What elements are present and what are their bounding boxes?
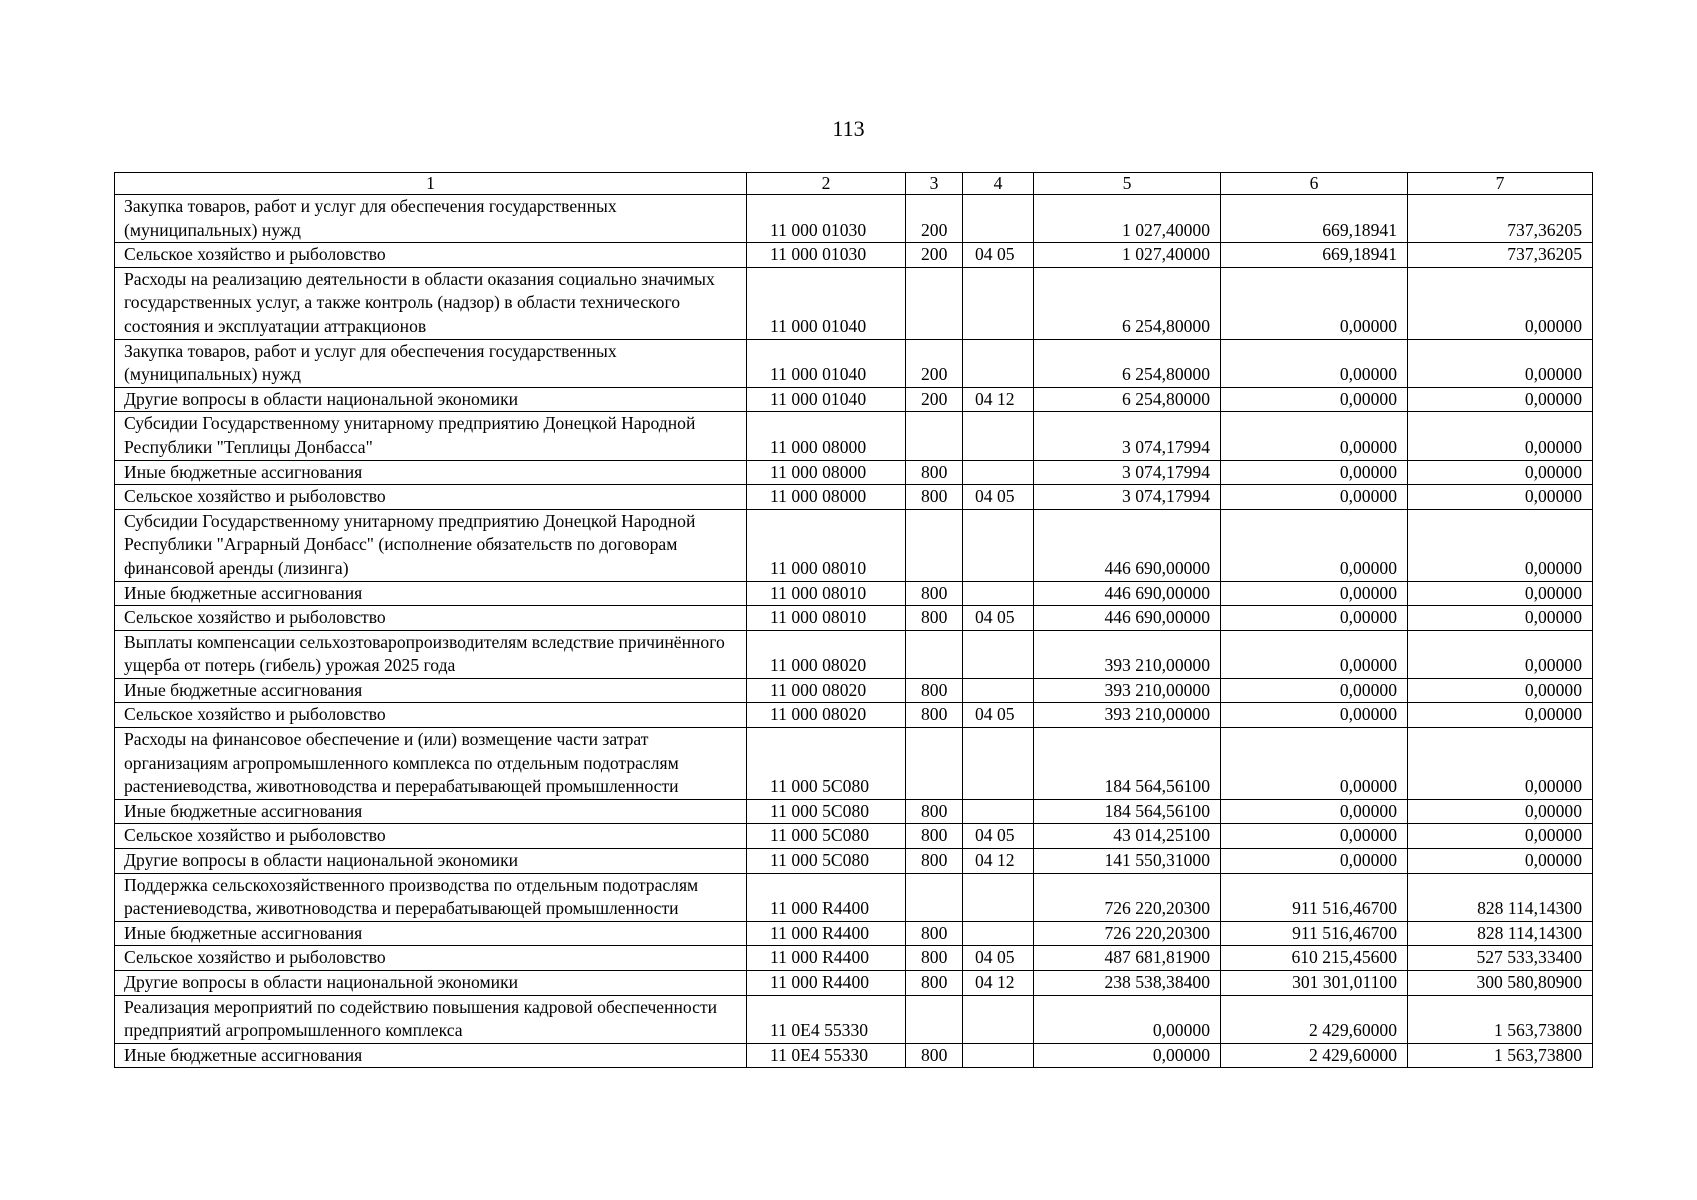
budget-table xyxy=(114,172,1593,1068)
row-amount-col7: 300 580,80900 xyxy=(1408,971,1593,996)
row-code: 11 0Е4 55330 xyxy=(747,995,906,1043)
row-amount-col5: 726 220,20300 xyxy=(1034,873,1221,921)
row-code: 11 0Е4 55330 xyxy=(747,1043,906,1068)
page-number: 113 xyxy=(832,116,865,141)
table-row xyxy=(115,849,1593,874)
row-amount-col5: 726 220,20300 xyxy=(1034,921,1221,946)
row-expense-type xyxy=(906,509,963,581)
row-amount-col5: 238 538,38400 xyxy=(1034,971,1221,996)
table-row xyxy=(115,267,1593,339)
row-section: 04 05 xyxy=(963,485,1034,510)
row-amount-col6: 0,00000 xyxy=(1221,460,1408,485)
row-section xyxy=(963,1043,1034,1068)
row-amount-col5: 184 564,56100 xyxy=(1034,799,1221,824)
row-amount-col7: 0,00000 xyxy=(1408,339,1593,387)
row-name: Другие вопросы в области национальной экономики xyxy=(115,971,747,996)
row-expense-type: 800 xyxy=(906,678,963,703)
row-code: 11 000 5С080 xyxy=(747,849,906,874)
row-section: 04 05 xyxy=(963,703,1034,728)
row-expense-type xyxy=(906,630,963,678)
row-amount-col5: 393 210,00000 xyxy=(1034,678,1221,703)
row-name: Иные бюджетные ассигнования xyxy=(115,921,747,946)
row-amount-col7: 0,00000 xyxy=(1408,412,1593,460)
table-row xyxy=(115,946,1593,971)
row-amount-col6: 911 516,46700 xyxy=(1221,921,1408,946)
row-expense-type: 800 xyxy=(906,824,963,849)
row-amount-col5: 487 681,81900 xyxy=(1034,946,1221,971)
row-amount-col7: 0,00000 xyxy=(1408,678,1593,703)
table-row xyxy=(115,824,1593,849)
row-amount-col7: 0,00000 xyxy=(1408,485,1593,510)
row-amount-col6: 610 215,45600 xyxy=(1221,946,1408,971)
row-amount-col6: 0,00000 xyxy=(1221,412,1408,460)
row-section xyxy=(963,339,1034,387)
row-code: 11 000 08010 xyxy=(747,509,906,581)
table-row xyxy=(115,339,1593,387)
row-amount-col5: 1 027,40000 xyxy=(1034,195,1221,243)
row-amount-col7: 0,00000 xyxy=(1408,267,1593,339)
row-expense-type: 800 xyxy=(906,460,963,485)
header-row xyxy=(115,173,1593,195)
row-amount-col6: 2 429,60000 xyxy=(1221,1043,1408,1068)
row-expense-type: 200 xyxy=(906,387,963,412)
table-row xyxy=(115,243,1593,268)
table-row xyxy=(115,799,1593,824)
row-section: 04 12 xyxy=(963,387,1034,412)
row-expense-type: 800 xyxy=(906,581,963,606)
row-section xyxy=(963,873,1034,921)
row-expense-type: 800 xyxy=(906,946,963,971)
row-section xyxy=(963,728,1034,800)
table-header xyxy=(115,173,1593,195)
row-amount-col7: 737,36205 xyxy=(1408,195,1593,243)
row-amount-col5: 393 210,00000 xyxy=(1034,630,1221,678)
row-name: Сельское хозяйство и рыболовство xyxy=(115,485,747,510)
row-section: 04 05 xyxy=(963,606,1034,631)
row-amount-col6: 0,00000 xyxy=(1221,703,1408,728)
row-code: 11 000 01040 xyxy=(747,339,906,387)
row-name: Поддержка сельскохозяйственного производства по отдельным подотраслям растениеводства, животноводства и перерабатывающей промышленности xyxy=(115,873,747,921)
row-amount-col7: 737,36205 xyxy=(1408,243,1593,268)
row-expense-type xyxy=(906,728,963,800)
header-col-5: 5 xyxy=(1034,173,1221,195)
row-expense-type xyxy=(906,873,963,921)
row-name: Расходы на реализацию деятельности в области оказания социально значимых государственных услуг, а также контроль (надзор) в области технического состояния и эксплуатации аттракционов xyxy=(115,267,747,339)
row-name: Расходы на финансовое обеспечение и (или) возмещение части затрат организациям агропромышленного комплекса по отдельным подотраслям растениеводства, животноводства и перерабатывающей промышленности xyxy=(115,728,747,800)
row-amount-col6: 0,00000 xyxy=(1221,485,1408,510)
row-amount-col7: 0,00000 xyxy=(1408,728,1593,800)
row-section xyxy=(963,921,1034,946)
row-amount-col7: 0,00000 xyxy=(1408,849,1593,874)
row-amount-col5: 0,00000 xyxy=(1034,1043,1221,1068)
row-amount-col5: 446 690,00000 xyxy=(1034,509,1221,581)
row-amount-col7: 0,00000 xyxy=(1408,799,1593,824)
row-section: 04 05 xyxy=(963,946,1034,971)
row-amount-col6: 0,00000 xyxy=(1221,267,1408,339)
row-amount-col6: 301 301,01100 xyxy=(1221,971,1408,996)
row-expense-type: 200 xyxy=(906,243,963,268)
row-code: 11 000 01040 xyxy=(747,267,906,339)
row-section xyxy=(963,460,1034,485)
row-amount-col7: 0,00000 xyxy=(1408,581,1593,606)
row-code: 11 000 01030 xyxy=(747,195,906,243)
row-amount-col6: 0,00000 xyxy=(1221,606,1408,631)
row-amount-col5: 446 690,00000 xyxy=(1034,606,1221,631)
row-name: Сельское хозяйство и рыболовство xyxy=(115,243,747,268)
row-expense-type xyxy=(906,995,963,1043)
table-row xyxy=(115,678,1593,703)
row-expense-type: 200 xyxy=(906,339,963,387)
row-name: Сельское хозяйство и рыболовство xyxy=(115,946,747,971)
row-amount-col5: 3 074,17994 xyxy=(1034,485,1221,510)
row-expense-type: 800 xyxy=(906,485,963,510)
row-code: 11 000 08020 xyxy=(747,630,906,678)
table-row xyxy=(115,873,1593,921)
table-row xyxy=(115,1043,1593,1068)
row-amount-col6: 0,00000 xyxy=(1221,728,1408,800)
row-expense-type xyxy=(906,267,963,339)
row-amount-col7: 1 563,73800 xyxy=(1408,995,1593,1043)
row-section xyxy=(963,267,1034,339)
row-name: Иные бюджетные ассигнования xyxy=(115,1043,747,1068)
row-expense-type: 800 xyxy=(906,921,963,946)
row-name: Сельское хозяйство и рыболовство xyxy=(115,703,747,728)
row-amount-col7: 0,00000 xyxy=(1408,387,1593,412)
row-section xyxy=(963,678,1034,703)
table-row xyxy=(115,412,1593,460)
row-name: Субсидии Государственному унитарному предприятию Донецкой Народной Республики "Аграрный Донбасс" (исполнение обязательств по договорам финансовой аренды (лизинга) xyxy=(115,509,747,581)
row-code: 11 000 5С080 xyxy=(747,799,906,824)
table-row xyxy=(115,485,1593,510)
row-amount-col6: 0,00000 xyxy=(1221,630,1408,678)
table-row xyxy=(115,703,1593,728)
table-row xyxy=(115,195,1593,243)
row-name: Сельское хозяйство и рыболовство xyxy=(115,824,747,849)
row-name: Иные бюджетные ассигнования xyxy=(115,678,747,703)
row-code: 11 000 R4400 xyxy=(747,921,906,946)
row-section xyxy=(963,195,1034,243)
row-name: Другие вопросы в области национальной экономики xyxy=(115,849,747,874)
row-name: Реализация мероприятий по содействию повышения кадровой обеспеченности предприятий агропромышленного комплекса xyxy=(115,995,747,1043)
row-section xyxy=(963,799,1034,824)
row-amount-col7: 0,00000 xyxy=(1408,824,1593,849)
row-expense-type: 800 xyxy=(906,703,963,728)
row-name: Закупка товаров, работ и услуг для обеспечения государственных (муниципальных) нужд xyxy=(115,195,747,243)
table-body xyxy=(115,195,1593,1068)
row-expense-type xyxy=(906,412,963,460)
row-amount-col5: 446 690,00000 xyxy=(1034,581,1221,606)
row-name: Иные бюджетные ассигнования xyxy=(115,460,747,485)
row-section xyxy=(963,630,1034,678)
row-section: 04 12 xyxy=(963,971,1034,996)
row-amount-col6: 669,18941 xyxy=(1221,195,1408,243)
row-amount-col6: 0,00000 xyxy=(1221,387,1408,412)
row-name: Субсидии Государственному унитарному предприятию Донецкой Народной Республики "Теплицы Донбасса" xyxy=(115,412,747,460)
row-name: Иные бюджетные ассигнования xyxy=(115,581,747,606)
header-col-6: 6 xyxy=(1221,173,1408,195)
row-amount-col6: 0,00000 xyxy=(1221,849,1408,874)
row-amount-col6: 669,18941 xyxy=(1221,243,1408,268)
header-col-7: 7 xyxy=(1408,173,1593,195)
row-amount-col5: 6 254,80000 xyxy=(1034,387,1221,412)
row-code: 11 000 01030 xyxy=(747,243,906,268)
row-section xyxy=(963,412,1034,460)
row-section xyxy=(963,995,1034,1043)
row-amount-col7: 0,00000 xyxy=(1408,630,1593,678)
row-amount-col7: 828 114,14300 xyxy=(1408,873,1593,921)
table-row xyxy=(115,630,1593,678)
row-amount-col5: 6 254,80000 xyxy=(1034,267,1221,339)
row-amount-col6: 2 429,60000 xyxy=(1221,995,1408,1043)
row-amount-col5: 6 254,80000 xyxy=(1034,339,1221,387)
table-row xyxy=(115,606,1593,631)
row-name: Сельское хозяйство и рыболовство xyxy=(115,606,747,631)
row-code: 11 000 R4400 xyxy=(747,946,906,971)
row-name: Иные бюджетные ассигнования xyxy=(115,799,747,824)
table-row xyxy=(115,971,1593,996)
row-amount-col7: 527 533,33400 xyxy=(1408,946,1593,971)
row-amount-col6: 911 516,46700 xyxy=(1221,873,1408,921)
table-row xyxy=(115,460,1593,485)
row-section xyxy=(963,581,1034,606)
row-amount-col7: 0,00000 xyxy=(1408,509,1593,581)
row-amount-col6: 0,00000 xyxy=(1221,799,1408,824)
header-col-2: 2 xyxy=(747,173,906,195)
header-col-3: 3 xyxy=(906,173,963,195)
row-code: 11 000 R4400 xyxy=(747,971,906,996)
row-code: 11 000 01040 xyxy=(747,387,906,412)
row-amount-col7: 828 114,14300 xyxy=(1408,921,1593,946)
row-amount-col5: 184 564,56100 xyxy=(1034,728,1221,800)
row-amount-col7: 0,00000 xyxy=(1408,606,1593,631)
row-amount-col6: 0,00000 xyxy=(1221,339,1408,387)
row-amount-col5: 3 074,17994 xyxy=(1034,460,1221,485)
row-name: Выплаты компенсации сельхозтоваропроизводителям вследствие причинённого ущерба от потерь (гибель) урожая 2025 года xyxy=(115,630,747,678)
row-amount-col7: 0,00000 xyxy=(1408,460,1593,485)
row-amount-col5: 1 027,40000 xyxy=(1034,243,1221,268)
row-code: 11 000 R4400 xyxy=(747,873,906,921)
row-code: 11 000 08010 xyxy=(747,581,906,606)
row-amount-col5: 0,00000 xyxy=(1034,995,1221,1043)
row-code: 11 000 5С080 xyxy=(747,728,906,800)
row-expense-type: 800 xyxy=(906,799,963,824)
row-amount-col5: 43 014,25100 xyxy=(1034,824,1221,849)
table-row xyxy=(115,921,1593,946)
row-name: Закупка товаров, работ и услуг для обеспечения государственных (муниципальных) нужд xyxy=(115,339,747,387)
header-col-4: 4 xyxy=(963,173,1034,195)
row-code: 11 000 08010 xyxy=(747,606,906,631)
row-section xyxy=(963,509,1034,581)
row-expense-type: 800 xyxy=(906,606,963,631)
row-amount-col6: 0,00000 xyxy=(1221,824,1408,849)
row-code: 11 000 08000 xyxy=(747,485,906,510)
table-row xyxy=(115,581,1593,606)
row-section: 04 05 xyxy=(963,824,1034,849)
row-amount-col7: 1 563,73800 xyxy=(1408,1043,1593,1068)
row-expense-type: 800 xyxy=(906,1043,963,1068)
row-amount-col5: 393 210,00000 xyxy=(1034,703,1221,728)
table-row xyxy=(115,509,1593,581)
header-col-1: 1 xyxy=(115,173,747,195)
row-section: 04 05 xyxy=(963,243,1034,268)
row-expense-type: 800 xyxy=(906,971,963,996)
row-amount-col6: 0,00000 xyxy=(1221,678,1408,703)
row-code: 11 000 5С080 xyxy=(747,824,906,849)
row-amount-col5: 3 074,17994 xyxy=(1034,412,1221,460)
row-section: 04 12 xyxy=(963,849,1034,874)
row-amount-col6: 0,00000 xyxy=(1221,509,1408,581)
row-code: 11 000 08000 xyxy=(747,460,906,485)
row-amount-col5: 141 550,31000 xyxy=(1034,849,1221,874)
row-amount-col6: 0,00000 xyxy=(1221,581,1408,606)
table-row xyxy=(115,995,1593,1043)
row-expense-type: 200 xyxy=(906,195,963,243)
table-row xyxy=(115,728,1593,800)
row-code: 11 000 08000 xyxy=(747,412,906,460)
row-name: Другие вопросы в области национальной экономики xyxy=(115,387,747,412)
row-code: 11 000 08020 xyxy=(747,678,906,703)
row-code: 11 000 08020 xyxy=(747,703,906,728)
table-row xyxy=(115,387,1593,412)
row-expense-type: 800 xyxy=(906,849,963,874)
row-amount-col7: 0,00000 xyxy=(1408,703,1593,728)
